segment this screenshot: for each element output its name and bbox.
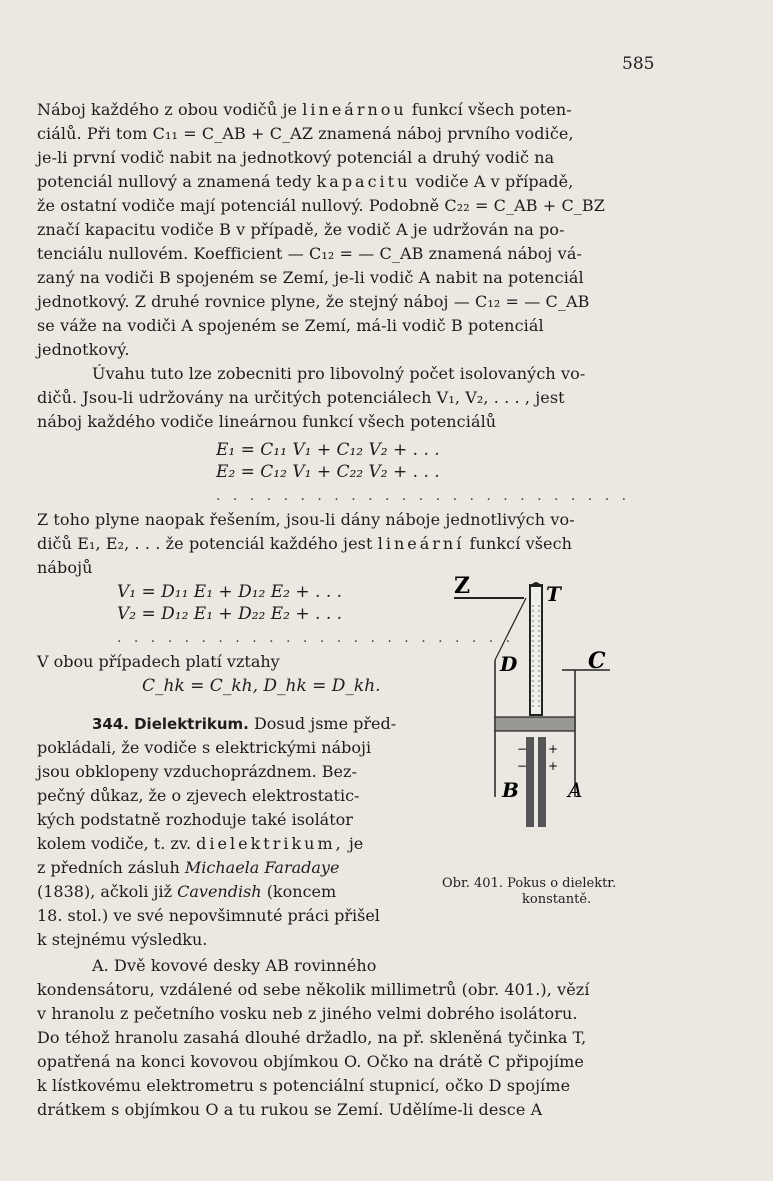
text-line: pečný důkaz, že o zjevech elektrostatic- (37, 786, 360, 805)
label-d: D (500, 652, 518, 676)
text-line: dičů E₁, E₂, . . . že potenciál každého jest lineární funkcí všech (37, 534, 573, 553)
text-line: dičů. Jsou-li udržovány na určitých potenciálech V₁, V₂, . . . , jest (37, 388, 565, 407)
text-line: V obou případech platí vztahy (37, 652, 280, 671)
text-line: k stejnému výsledku. (37, 930, 208, 949)
text-line: Náboj každého z obou vodičů je lineárnou funkcí všech poten- (37, 100, 572, 119)
text-line: ciálů. Při tom C₁₁ = C_AB + C_AZ znamená náboj prvního vodiče, (37, 124, 574, 143)
equation-ellipsis: . . . . . . . . . . . . . . . . . . . . . . . . (117, 630, 515, 646)
text-line: kolem vodiče, t. zv. dielektrikum, je (37, 834, 364, 853)
wire-d (495, 598, 526, 660)
page-number: 585 (622, 54, 655, 74)
text-line: Z toho plyne naopak řešením, jsou-li dány náboje jednotlivých vo- (37, 510, 575, 529)
plate-a (538, 737, 546, 827)
label-a: A (568, 778, 583, 802)
text-line: z předních zásluh Michaela Faradaye (37, 858, 340, 877)
equation: E₂ = C₁₂ V₁ + C₂₂ V₂ + . . . (216, 462, 440, 482)
text-line: nábojů (37, 558, 93, 577)
text-line: kých podstatně rozhoduje také isolátor (37, 810, 353, 829)
label-b: B (502, 778, 519, 802)
equation: E₁ = C₁₁ V₁ + C₁₂ V₂ + . . . (216, 440, 440, 460)
plate-b (526, 737, 534, 827)
text-line: jsou obklopeny vzduchoprázdnem. Bez- (37, 762, 357, 781)
text-line: značí kapacitu vodiče B v případě, že vodič A je udržován na po- (37, 220, 565, 239)
equation: V₁ = D₁₁ E₁ + D₁₂ E₂ + . . . (117, 582, 343, 602)
text-line: náboj každého vodiče lineárnou funkcí všech potenciálů (37, 412, 497, 431)
equation-ellipsis: . . . . . . . . . . . . . . . . . . . . . . . . . (216, 488, 631, 504)
text-line: je-li první vodič nabit na jednotkový potenciál a druhý vodič na (37, 148, 555, 167)
text-line: zaný na vodiči B spojeném se Zemí, je-li vodič A nabit na potenciál (37, 268, 584, 287)
equation: C_hk = C_kh, D_hk = D_kh. (142, 676, 381, 696)
text-line: Do téhož hranolu zasahá dlouhé držadlo, na př. skleněná tyčinka T, (37, 1028, 587, 1047)
glass-rod-t (530, 585, 542, 715)
charge-sign: − (517, 759, 528, 773)
sleeve-o (495, 717, 575, 731)
text-line: potenciál nullový a znamená tedy kapacitu vodiče A v případě, (37, 172, 574, 191)
charge-sign: + (548, 759, 559, 773)
text-line: tenciálu nullovém. Koefficient — C₁₂ = — C_AB znamená náboj vá- (37, 244, 582, 263)
text-line: 18. stol.) ve své nepovšimnuté práci přišel (37, 906, 380, 925)
charge-sign: − (517, 742, 528, 756)
text-line: Úvahu tuto lze zobecniti pro libovolný počet isolovaných vo- (92, 364, 586, 383)
text-line: k lístkovému elektrometru s potenciální stupnicí, očko D spojíme (37, 1076, 571, 1095)
text-line: (1838), ačkoli již Cavendish (koncem (37, 882, 337, 901)
text-line: kondensátoru, vzdálené od sebe několik millimetrů (obr. 401.), vězí (37, 980, 590, 999)
figure-401-diagram (440, 565, 650, 875)
text-line: jednotkový. Z druhé rovnice plyne, že stejný náboj — C₁₂ = — C_AB (37, 292, 590, 311)
label-c: C (588, 648, 606, 674)
figure-caption: Obr. 401. Pokus o dielektr. (442, 876, 617, 891)
text-line: A. Dvě kovové desky AB rovinného (92, 956, 377, 975)
rod-cap (530, 582, 542, 587)
text-line: že ostatní vodiče mají potenciál nullový. Podobně C₂₂ = C_AB + C_BZ (37, 196, 605, 215)
label-t: T (546, 582, 561, 606)
text-line: se váže na vodiči A spojeném se Zemí, má-li vodič B potenciál (37, 316, 544, 335)
text-line: jednotkový. (37, 340, 130, 359)
text-line: pokládali, že vodiče s elektrickými náboji (37, 738, 372, 757)
text-line: v hranolu z pečetního vosku neb z jiného velmi dobrého isolátoru. (37, 1004, 578, 1023)
text-line: drátkem s objímkou O a tu rukou se Zemí. Udělíme-li desce A (37, 1100, 543, 1119)
label-z: Z (454, 573, 471, 599)
figure-caption: konstantě. (522, 892, 592, 907)
equation: V₂ = D₁₂ E₁ + D₂₂ E₂ + . . . (117, 604, 343, 624)
section-heading: 344. Dielektrikum. Dosud jsme před- (92, 714, 397, 733)
charge-sign: + (548, 742, 559, 756)
text-line: opatřená na konci kovovou objímkou O. Očko na drátě C připojíme (37, 1052, 584, 1071)
